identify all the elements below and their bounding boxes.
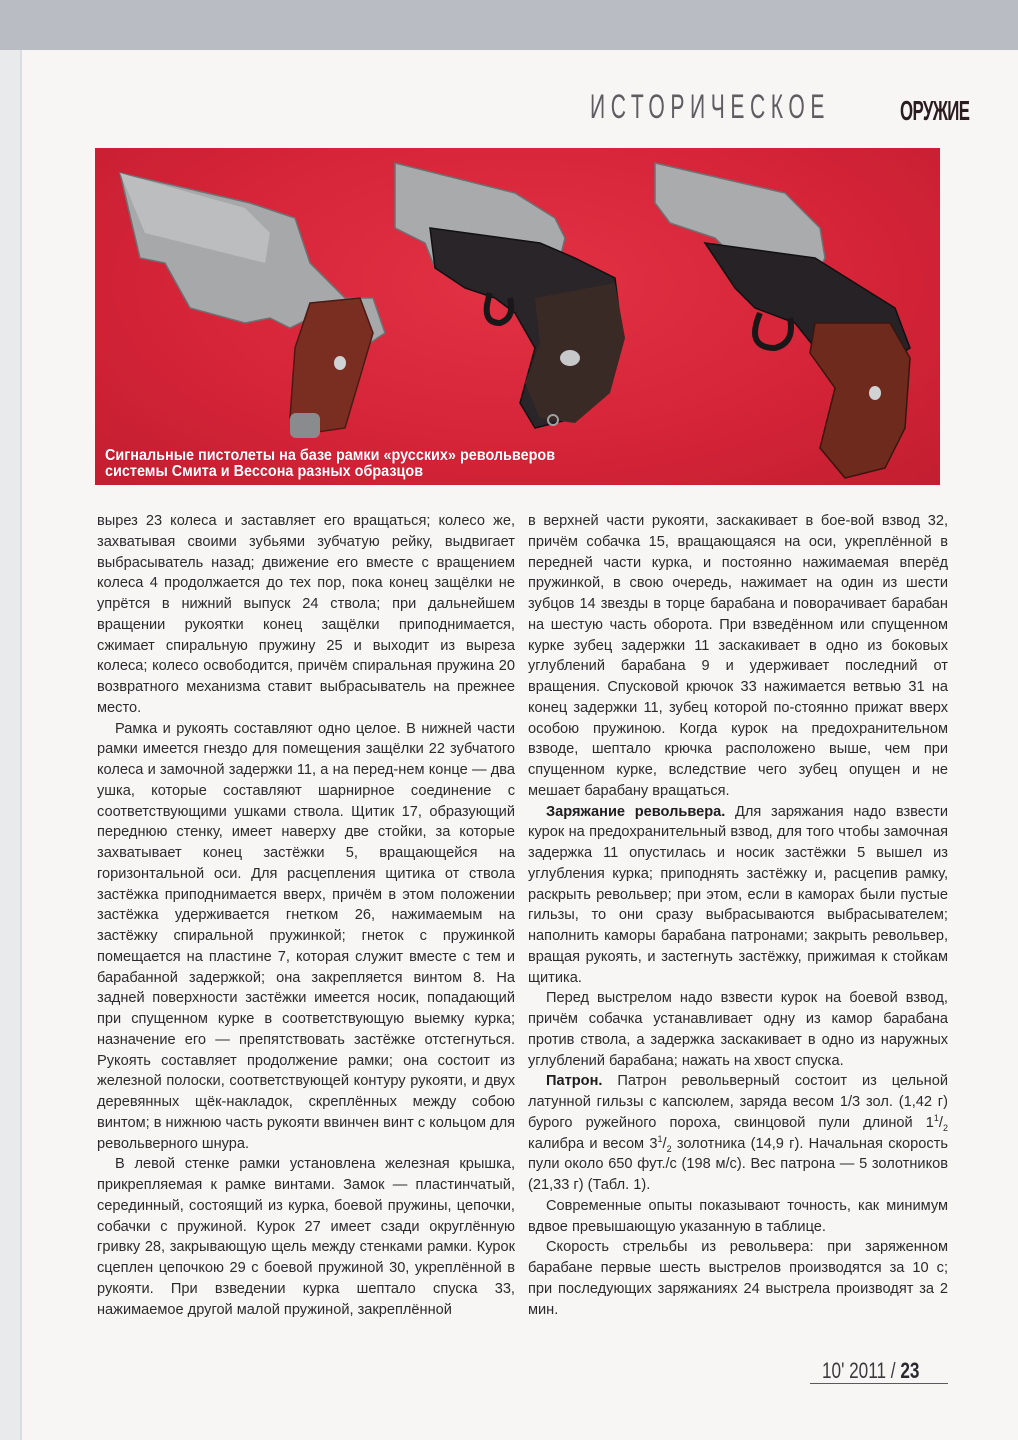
- pistol-middle: [395, 163, 625, 428]
- fraction-denominator: 2: [666, 1143, 672, 1154]
- caption-line: Сигнальные пистолеты на базе рамки «русских» револьверов: [105, 447, 556, 464]
- paragraph-heading: Патрон.: [546, 1073, 603, 1090]
- fraction-numerator: 1: [657, 1133, 663, 1144]
- paragraph: Современные опыты показывают точность, как минимум вдвое превышающую указанную в таблице.: [528, 1197, 948, 1235]
- paragraph: В левой стенке рамки установлена железная крышка, прикрепляемая к рамке винтами. Замок — пластинчатый, серединный, состоящий из курка, боевой пружины, цепочки, собачки с пружиной. Курок 27 имеет сзади округлённую гривку 28, закрывающую щель между стенками рамки. Курок сцеплен цепочкою 29 с боевой пружиной 30, укреплённой в рукояти. При взведении курка шептало спуска 33, нажимаемое другой малой пружиной, закреплённой: [97, 1156, 515, 1318]
- pistols-illustration: [95, 148, 940, 485]
- page-folio: [822, 1358, 919, 1384]
- paragraph-text: золотника (14,9 г). Начальная скорость пули около 650 фут./с (198 м/с). Вес патрона — 5 золотников (21,33 г) (Табл. 1).: [528, 1135, 948, 1193]
- fraction-numerator: 1: [933, 1112, 939, 1123]
- signal-pistols-photo: [95, 148, 940, 485]
- right-text-column: [528, 511, 948, 1320]
- paragraph: Патрон. Патрон револьверный состоит из цельной латунной гильзы с капсюлем, заряда весом 1/3 зол. (1,42 г) бурого ружейного пороха, свинцовой пули длиной $1^1/_2$ калибра и весом $3^1/_2$ золотника (14,9 г). Начальная скорость пули около 650 фут./с (198 м/с). Вес патрона — 5 золотников (21,33 г) (Табл. 1).: [528, 1073, 948, 1193]
- magazine-logo: ОРУЖИЕ: [900, 95, 970, 126]
- paragraph: Перед выстрелом надо взвести курок на боевой взвод, причём собачка устанавливает одну из камор барабана против ствола, а задержка заскакивает в одно из наружных углублений барабана; нажать на хвост спуска.: [528, 990, 948, 1069]
- page-number: 23: [900, 1358, 920, 1383]
- pistol-left: [120, 173, 385, 438]
- paragraph: вырез 23 колеса и заставляет его вращаться; колесо же, захватывая своими зубьями зубчатую рейку, выдвигает выбрасыватель назад; движение его вместе с вращением колеса 4 продолжается до тех пор, пока конец защёлки не упрётся в нижний выпуск 24 ствола; при дальнейшем вращении рукоятки конец защёлки приподнимается, сжимает спиральную пружину 25 и выходит из выреза колеса; колесо освободится, причём спиральная пружина 20 возвратного механизма ставит выбрасыватель на прежнее место.: [97, 513, 515, 716]
- folio-rule: [810, 1383, 948, 1384]
- section-rubric: ИСТОРИЧЕСКОЕ: [590, 88, 831, 126]
- paragraph-text: Для заряжания надо взвести курок на предохранительный взвод, для того чтобы замочная задержка 11 опустилась и носик застёжки 5 вышел из углубления курка; приподнять застёжку и, расцепив рамку, раскрыть револьвер; при этом, если в каморах были пустые гильзы, то они сразу выбрасываются выбрасывателем; наполнить каморы барабана патронами; закрыть револьвер, вращая рукоять, и застегнуть застёжку, прижимая к стойкам щитика.: [528, 803, 948, 986]
- paragraph: Рамка и рукоять составляют одно целое. В нижней части рамки имеется гнездо для помещения защёлки 22 зубчатого колеса и замочной задержки 11, а на перед-нем конце — два ушка, которые составляют шарнирное соединение с соответствующими ушками ствола. Щитик 17, образующий переднюю стенку, имеет наверху две стойки, за которые захватывает конец застёжки 5, вращающейся на горизонтальной оси. Для расцепления щитика от ствола застёжка приподнимается вверх, причём в этом положении застёжка удерживается гнетком 26, нажимаемым на застёжку спиральной пружинкой; гнеток с пружинкой помещается на пластине 7, которая служит вместе с тем и барабанной задержкой; она закрепляется винтом 8. На задней поверхности застёжки имеется носик, попадающий при спущенном курке в соответствующую выемку курка; назначение его — препятствовать застёжке отстегнуться. Рукоять составляет продолжение рамки; она состоит из железной полоски, соответствующей контуру рукояти, и двух деревянных щёк-накладок, скреплённых между собою винтом; в нижнюю часть рукояти ввинчен винт с кольцом для револьверного шнура.: [97, 720, 515, 1152]
- pistol-right: [655, 163, 910, 478]
- paragraph-text: калибра и весом 3: [528, 1135, 658, 1152]
- issue-date: 10' 2011 /: [822, 1358, 901, 1383]
- scan-background: [0, 0, 1018, 50]
- fraction-denominator: 2: [942, 1122, 948, 1133]
- paragraph: в верхней части рукояти, заскакивает в бое-вой взвод 32, причём собачка 15, вращающаяся на оси, укреплённой в передней части курка, и постоянно нажимаемая вперёд пружинкой, в свою очередь, нажимает на один из шести зубцов 14 звезды в торце барабана и поворачивает барабан на шестую часть оборота. При взведённом или спущенном курке зубец задержки 11 заскакивает в одно из боковых углублений барабана 9 и удерживает последний от вращения. Спусковой крючок 33 нажимается ветвью 31 на конец задержки 11, зубец которой по-стоянно прижат вверх особою пружиною. Когда курок на предохранительном взводе, шептало крючка расположено выше, чем при спущенном курке, вследствие чего зубец опущен и не мешает барабану вращаться.: [528, 513, 948, 799]
- caption-line: системы Смита и Вессона разных образцов: [105, 463, 424, 480]
- paragraph: [528, 802, 948, 989]
- paragraph-heading: Заряжание револьвера.: [546, 803, 726, 820]
- page-binding-edge: [0, 50, 22, 1440]
- paragraph-text: Патрон револьверный состоит из цельной латунной гильзы с капсюлем, заряда весом 1/3 зол. (1,42 г) бурого ружейного пороха, свинцовой пули длиной 1: [528, 1073, 948, 1131]
- left-text-column: [97, 511, 515, 1320]
- photo-caption: [105, 448, 555, 480]
- paragraph: Скорость стрельбы из револьвера: при заряженном барабане первые шесть выстрелов производятся за 10 с; при последующих заряжаниях 24 выстрела производят за 2 мин.: [528, 1239, 948, 1318]
